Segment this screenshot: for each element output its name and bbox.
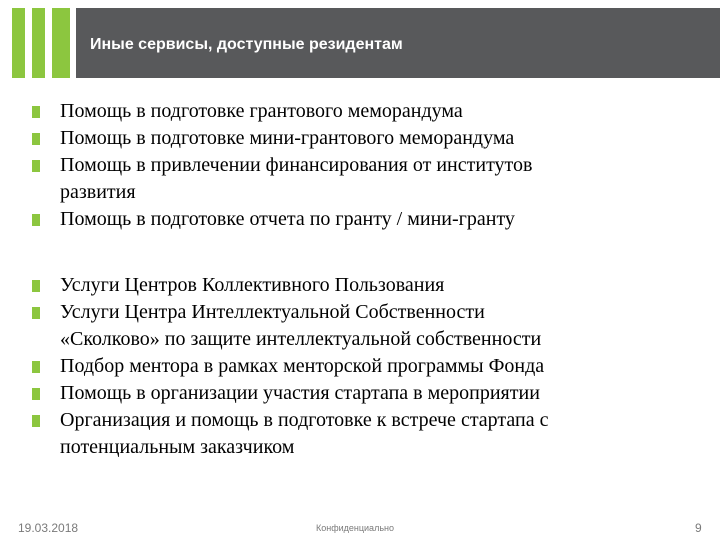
- list-item: [60, 380, 700, 407]
- list-item-text: Подбор ментора в рамках менторской программы Фонда: [60, 355, 545, 377]
- list-item: [60, 407, 700, 461]
- title-banner: [76, 8, 720, 78]
- bullet-icon: [32, 160, 40, 172]
- bullet-icon: [32, 214, 40, 226]
- footer-confidential: Конфиденциально: [316, 523, 394, 533]
- accent-bar: [12, 8, 25, 78]
- bullet-icon: [32, 106, 40, 118]
- list-item: [60, 206, 700, 233]
- list-item: [60, 353, 700, 380]
- list-item-text: Помощь в привлечении финансирования от институтов: [60, 154, 533, 176]
- list-item-text: Услуги Центров Коллективного Пользования: [60, 274, 445, 296]
- list-item-text: «Сколково» по защите интеллектуальной собственности: [60, 328, 542, 350]
- list-item: [60, 152, 700, 206]
- list-item-text: Помощь в подготовке мини-грантового меморандума: [60, 127, 515, 149]
- accent-bar: [52, 8, 70, 78]
- services-list-1: [60, 98, 700, 233]
- list-item-text: развития: [60, 181, 136, 203]
- list-item-text: Организация и помощь в подготовке к встрече стартапа с: [60, 409, 549, 431]
- list-item-text: Услуги Центра Интеллектуальной Собственности: [60, 301, 485, 323]
- list-item-text: потенциальным заказчиком: [60, 436, 295, 458]
- bullet-icon: [32, 415, 40, 427]
- page-number: 9: [695, 521, 702, 535]
- list-item: [60, 125, 700, 152]
- bullet-icon: [32, 133, 40, 145]
- services-list-2: [60, 272, 700, 461]
- list-item-text: Помощь в подготовке грантового меморандума: [60, 100, 463, 122]
- bullet-icon: [32, 280, 40, 292]
- list-item-text: Помощь в организации участия стартапа в мероприятии: [60, 382, 540, 404]
- bullet-icon: [32, 361, 40, 373]
- bullet-icon: [32, 388, 40, 400]
- slide-title: Иные сервисы, доступные резидентам: [90, 36, 403, 53]
- accent-bar: [32, 8, 45, 78]
- footer-date: 19.03.2018: [18, 521, 79, 535]
- list-item: [60, 98, 700, 125]
- list-item-text: Помощь в подготовке отчета по гранту / мини-гранту: [60, 208, 515, 230]
- list-item: [60, 299, 700, 353]
- bullet-icon: [32, 307, 40, 319]
- list-item: [60, 272, 700, 299]
